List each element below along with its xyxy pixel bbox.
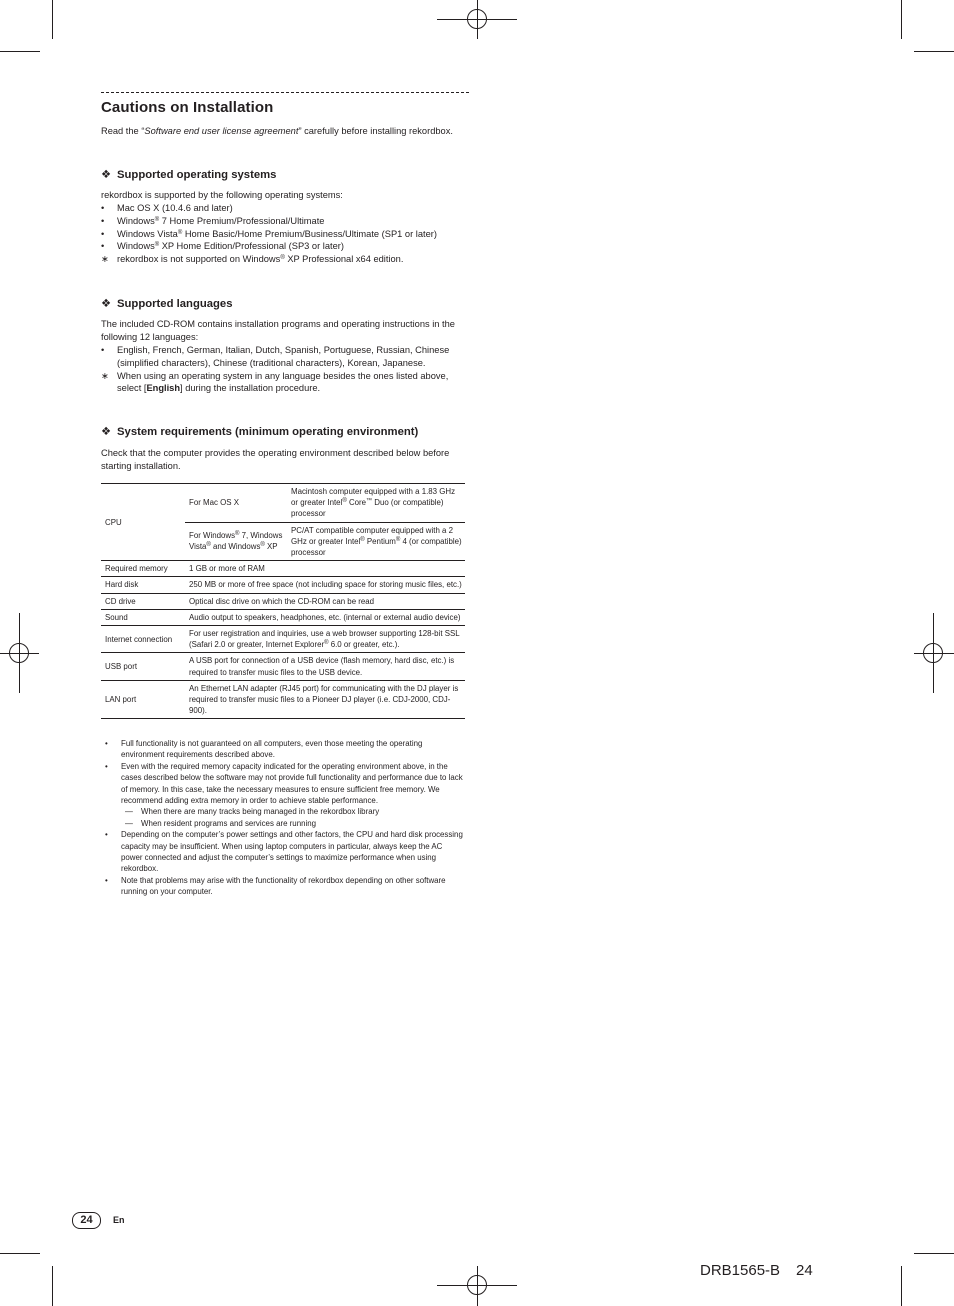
list-item: • Full functionality is not guaranteed on all computers, even those meeting the operating environment requirements described above. bbox=[105, 739, 423, 760]
row-value: Optical disc drive on which the CD-ROM can be read bbox=[185, 593, 465, 609]
diamond-bullet-icon: ❖ bbox=[101, 169, 112, 181]
requirements-table bbox=[101, 483, 465, 719]
list-item: • Mac OS X (10.4.6 and later) bbox=[101, 203, 233, 213]
usb-requirement: A USB port for connection of a USB device (flash memory, hard disc, etc.) is required to transfer music files to the USB device. bbox=[185, 653, 465, 680]
os-lead: rekordbox is supported by the following operating systems: bbox=[101, 190, 343, 200]
diamond-bullet-icon: ❖ bbox=[101, 426, 112, 438]
row-label: Required memory bbox=[101, 561, 185, 577]
diamond-bullet-icon: ❖ bbox=[101, 298, 112, 310]
table-row bbox=[101, 593, 465, 609]
row-value: Audio output to speakers, headphones, etc. (internal or external audio device) bbox=[185, 609, 465, 625]
row-label: CD drive bbox=[101, 593, 185, 609]
mac-label: For Mac OS X bbox=[185, 484, 287, 523]
table-row bbox=[101, 484, 465, 523]
section-divider bbox=[101, 92, 469, 93]
page-title: Cautions on Installation bbox=[101, 99, 274, 116]
list-item: • English, French, German, Italian, Dutch, Spanish, Portuguese, Russian, Chinese (simplified characters), Chinese (traditional characters), Korean, Japanese. bbox=[101, 345, 450, 368]
internet-label: Internet connection bbox=[101, 626, 185, 653]
lang-lead: The included CD-ROM contains installation programs and operating instructions in the following 12 languages: bbox=[101, 319, 455, 342]
list-item: • Windows® 7 Home Premium/Professional/Ultimate bbox=[101, 215, 325, 226]
sysreq-heading-text: System requirements (minimum operating environment) bbox=[117, 426, 419, 438]
cpu-label: CPU bbox=[101, 484, 185, 561]
list-item: • Windows® XP Home Edition/Professional (SP3 or later) bbox=[101, 241, 344, 252]
table-row bbox=[101, 561, 465, 577]
license-agreement-title: Software end user license agreement bbox=[144, 126, 299, 136]
intro-paragraph bbox=[101, 125, 469, 138]
table-row bbox=[101, 680, 465, 719]
table-row bbox=[101, 626, 465, 653]
document-code: DRB1565-B bbox=[700, 1262, 781, 1279]
lan-label: LAN port bbox=[101, 680, 185, 719]
table-row bbox=[101, 609, 465, 625]
os-note: ∗ rekordbox is not supported on Windows® XP Professional x64 edition. bbox=[101, 254, 404, 265]
row-value: 250 MB or more of free space (not including space for storing music files, etc.) bbox=[185, 577, 465, 593]
list-item: • Even with the required memory capacity indicated for the operating environment above, in the cases described below the software may not provide full functionality and performance due to lack of memory. In this case, take the necessary measures to ensure sufficient free memory. We recommend adding extra memory in order to achieve stable performance. bbox=[105, 761, 463, 806]
list-item: • Note that problems may arise with the functionality of rekordbox depending on other software running on your computer. bbox=[105, 875, 446, 897]
os-heading bbox=[101, 168, 276, 181]
row-value: 1 GB or more of RAM bbox=[185, 561, 465, 577]
lang-heading bbox=[101, 297, 233, 310]
os-heading-text: Supported operating systems bbox=[117, 169, 277, 181]
lang-heading-text: Supported languages bbox=[117, 298, 233, 310]
windows-requirement: PC/AT compatible computer equipped with a 2 GHz or greater Intel® Pentium® 4 (or compatible) processor bbox=[287, 522, 465, 561]
row-label: Hard disk bbox=[101, 577, 185, 593]
page-number-badge: 24 bbox=[72, 1212, 101, 1229]
internet-requirement: For user registration and inquiries, use a web browser supporting 128-bit SSL (Safari 2.0 or greater, Internet Explorer® 6.0 or greater, etc.). bbox=[185, 626, 465, 653]
lang-list bbox=[101, 344, 469, 395]
requirement-notes bbox=[101, 738, 465, 898]
list-item: • Windows Vista® Home Basic/Home Premium/Business/Ultimate (SP1 or later) bbox=[101, 228, 437, 239]
row-label: Sound bbox=[101, 609, 185, 625]
intro-pre: Read the “ bbox=[101, 126, 145, 136]
windows-label: For Windows® 7, Windows Vista® and Windows® XP bbox=[185, 522, 287, 561]
os-list bbox=[101, 202, 469, 266]
lang-note: ∗ When using an operating system in any language besides the ones listed above, select [English] during the installation procedure. bbox=[101, 370, 449, 394]
table-row bbox=[101, 653, 465, 680]
list-item: — When there are many tracks being managed in the rekordbox library bbox=[125, 807, 380, 817]
list-item: — When resident programs and services are running bbox=[125, 818, 316, 828]
table-row bbox=[101, 577, 465, 593]
lan-requirement: An Ethernet LAN adapter (RJ45 port) for communicating with the DJ player is required to transfer music files to a Pioneer DJ player (i.e. CDJ-2000, CDJ-900). bbox=[185, 680, 465, 719]
usb-label: USB port bbox=[101, 653, 185, 680]
document-page-number: 24 bbox=[796, 1262, 813, 1279]
sysreq-lead: Check that the computer provides the operating environment described below before starting installation. bbox=[101, 448, 450, 471]
intro-post: ” carefully before installing rekordbox. bbox=[298, 126, 453, 136]
mac-requirement: Macintosh computer equipped with a 1.83 GHz or greater Intel® Core™ Duo (or compatible) processor bbox=[287, 484, 465, 523]
language-label: En bbox=[113, 1215, 125, 1225]
sysreq-heading bbox=[101, 425, 418, 438]
list-item: • Depending on the computer’s power settings and other factors, the CPU and hard disk processing capacity may be insufficient. When using laptop computers in particular, always keep the AC power connected and adjust the computer’s settings to maximize performance when using rekordbox. bbox=[105, 830, 463, 874]
